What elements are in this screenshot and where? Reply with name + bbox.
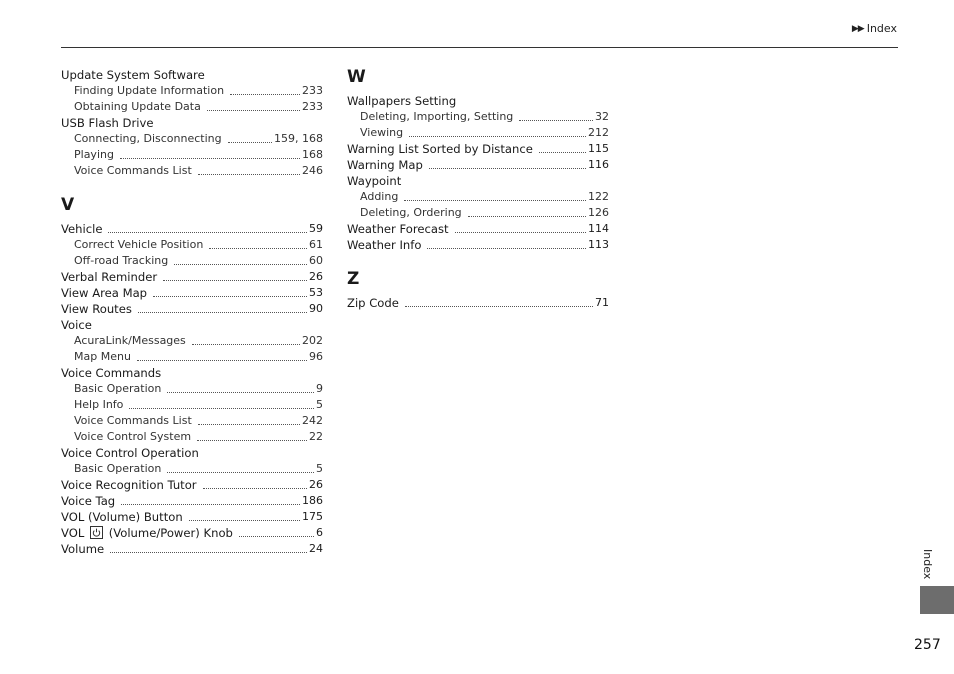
index-subentry[interactable]	[347, 205, 609, 221]
index-entry[interactable]	[347, 141, 609, 157]
index-subentry[interactable]	[61, 413, 323, 429]
page-ref: 126	[588, 206, 609, 219]
index-subentry[interactable]	[61, 397, 323, 413]
index-entry[interactable]	[347, 173, 609, 189]
page-ref: 113	[588, 238, 609, 251]
index-subentry[interactable]	[61, 349, 323, 365]
dot-leader	[192, 343, 300, 345]
entry-label: View Area Map	[61, 286, 148, 300]
dot-leader	[228, 141, 272, 143]
dot-leader	[198, 423, 300, 425]
index-group-u	[61, 67, 323, 179]
index-subentry[interactable]	[61, 253, 323, 269]
index-entry[interactable]	[347, 221, 609, 237]
index-entry[interactable]	[61, 67, 323, 83]
index-entry[interactable]	[61, 541, 323, 557]
index-subentry[interactable]	[61, 461, 323, 477]
dot-leader	[163, 279, 307, 281]
entry-label: (Volume/Power) Knob	[108, 526, 233, 540]
page-ref: 159, 168	[274, 132, 323, 145]
page-ref: 71	[595, 296, 609, 309]
page-ref: 90	[309, 302, 323, 315]
dot-leader	[209, 247, 307, 249]
entry-label: Waypoint	[347, 174, 402, 188]
page-ref: 26	[309, 270, 323, 283]
index-entry[interactable]	[61, 493, 323, 509]
entry-label: VOL (Volume) Button	[61, 510, 183, 524]
dot-leader	[207, 109, 300, 111]
index-subentry[interactable]	[61, 147, 323, 163]
dot-leader	[153, 295, 307, 297]
page-ref: 59	[309, 222, 323, 235]
section-letter-z: Z	[347, 269, 360, 289]
dot-leader	[429, 167, 586, 169]
entry-label: Voice Tag	[61, 494, 116, 508]
index-entry[interactable]	[347, 237, 609, 253]
entry-label: Voice Control Operation	[61, 446, 199, 460]
dot-leader	[197, 439, 307, 441]
page-ref: 61	[309, 238, 323, 251]
page-ref: 233	[302, 84, 323, 97]
entry-label: Help Info	[74, 398, 124, 411]
page-ref: 24	[309, 542, 323, 555]
index-entry[interactable]	[61, 301, 323, 317]
side-tab-label: Index	[921, 549, 934, 580]
page-ref: 168	[302, 148, 323, 161]
index-entry[interactable]	[347, 157, 609, 173]
side-tab[interactable]	[920, 586, 954, 614]
entry-label: Voice Commands	[61, 366, 162, 380]
page-ref: 96	[309, 350, 323, 363]
index-subentry[interactable]	[61, 333, 323, 349]
dot-leader	[539, 151, 586, 153]
dot-leader	[405, 305, 593, 307]
dot-leader	[198, 173, 300, 175]
entry-label: Voice Recognition Tutor	[61, 478, 197, 492]
page-ref: 242	[302, 414, 323, 427]
page-ref: 175	[302, 510, 323, 523]
index-column-right	[347, 67, 609, 311]
page-ref: 202	[302, 334, 323, 347]
index-entry[interactable]	[61, 269, 323, 285]
entry-label: Voice	[61, 318, 92, 332]
entry-label: Weather Forecast	[347, 222, 449, 236]
page-ref: 9	[316, 382, 323, 395]
dot-leader	[519, 119, 593, 121]
page-ref: 5	[316, 462, 323, 475]
index-group-v	[61, 221, 323, 525]
entry-label: Obtaining Update Data	[74, 100, 201, 113]
index-subentry[interactable]	[61, 163, 323, 179]
dot-leader	[409, 135, 586, 137]
index-group-z	[347, 295, 609, 311]
dot-leader	[404, 199, 586, 201]
entry-label: Volume	[61, 542, 105, 556]
index-entry[interactable]	[61, 477, 323, 493]
dot-leader	[108, 231, 307, 233]
index-subentry[interactable]	[61, 429, 323, 445]
entry-label: Adding	[360, 190, 399, 203]
page-ref: 116	[588, 158, 609, 171]
entry-label: Viewing	[360, 126, 404, 139]
dot-leader	[174, 263, 307, 265]
dot-leader	[239, 535, 314, 537]
entry-label: Deleting, Importing, Setting	[360, 110, 514, 123]
index-entry[interactable]	[61, 285, 323, 301]
breadcrumb-label: Index	[866, 22, 897, 35]
index-entry[interactable]	[61, 509, 323, 525]
index-subentry[interactable]	[61, 83, 323, 99]
dot-leader	[129, 407, 314, 409]
double-arrow-icon: ▶▶	[851, 23, 864, 34]
dot-leader	[468, 215, 586, 217]
index-group-w	[347, 93, 609, 253]
entry-label: View Routes	[61, 302, 132, 316]
page-ref: 6	[316, 526, 323, 539]
page-number: 257	[914, 637, 941, 653]
index-subentry[interactable]	[61, 131, 323, 147]
entry-label: Deleting, Ordering	[360, 206, 462, 219]
page-ref: 26	[309, 478, 323, 491]
index-entry[interactable]	[61, 445, 323, 461]
entry-label: Playing	[74, 148, 114, 161]
page-ref: 114	[588, 222, 609, 235]
dot-leader	[167, 391, 314, 393]
dot-leader	[203, 487, 307, 489]
dot-leader	[110, 551, 307, 553]
dot-leader	[455, 231, 586, 233]
entry-label: Warning List Sorted by Distance	[347, 142, 533, 156]
index-entry[interactable]	[61, 115, 323, 131]
page-ref: 5	[316, 398, 323, 411]
entry-label: Wallpapers Setting	[347, 94, 457, 108]
entry-label: AcuraLink/Messages	[74, 334, 186, 347]
header-rule	[61, 47, 898, 48]
page-ref: 32	[595, 110, 609, 123]
index-entry[interactable]	[61, 317, 323, 333]
dot-leader	[427, 247, 586, 249]
entry-label: Warning Map	[347, 158, 423, 172]
entry-label: Correct Vehicle Position	[74, 238, 204, 251]
index-entry[interactable]	[61, 525, 323, 541]
page-ref: 246	[302, 164, 323, 177]
entry-label: Voice Control System	[74, 430, 192, 443]
entry-label: Update System Software	[61, 68, 205, 82]
index-entry[interactable]	[347, 93, 609, 109]
page-ref: 233	[302, 100, 323, 113]
index-subentry[interactable]	[347, 189, 609, 205]
index-subentry[interactable]	[347, 125, 609, 141]
index-entry[interactable]	[61, 221, 323, 237]
entry-label: Off-road Tracking	[74, 254, 169, 267]
entry-label: USB Flash Drive	[61, 116, 154, 130]
entry-label: Zip Code	[347, 296, 399, 310]
entry-label: Verbal Reminder	[61, 270, 158, 284]
dot-leader	[120, 157, 300, 159]
page-ref: 212	[588, 126, 609, 139]
entry-label: Map Menu	[74, 350, 131, 363]
entry-label: VOL	[61, 526, 85, 540]
entry-label: Weather Info	[347, 238, 422, 252]
breadcrumb	[852, 22, 897, 35]
entry-label: Basic Operation	[74, 382, 162, 395]
entry-label: Connecting, Disconnecting	[74, 132, 222, 145]
section-letter-v: V	[61, 195, 75, 215]
index-entry[interactable]	[61, 365, 323, 381]
index-entry[interactable]	[347, 295, 609, 311]
dot-leader	[189, 519, 300, 521]
entry-label: Basic Operation	[74, 462, 162, 475]
dot-leader	[138, 311, 307, 313]
dot-leader	[137, 359, 307, 361]
page-ref: 186	[302, 494, 323, 507]
section-letter-w: W	[347, 67, 366, 87]
dot-leader	[230, 93, 300, 95]
page-ref: 115	[588, 142, 609, 155]
entry-label: Vehicle	[61, 222, 103, 236]
power-icon	[90, 526, 103, 539]
dot-leader	[167, 471, 314, 473]
index-subentry[interactable]	[61, 381, 323, 397]
dot-leader	[121, 503, 300, 505]
entry-label: Voice Commands List	[74, 164, 192, 177]
page-ref: 22	[309, 430, 323, 443]
index-column-left	[61, 67, 323, 557]
entry-label: Voice Commands List	[74, 414, 192, 427]
index-subentry[interactable]	[61, 237, 323, 253]
index-subentry[interactable]	[347, 109, 609, 125]
page-ref: 60	[309, 254, 323, 267]
page-ref: 53	[309, 286, 323, 299]
index-subentry[interactable]	[61, 99, 323, 115]
page-ref: 122	[588, 190, 609, 203]
entry-label: Finding Update Information	[74, 84, 225, 97]
